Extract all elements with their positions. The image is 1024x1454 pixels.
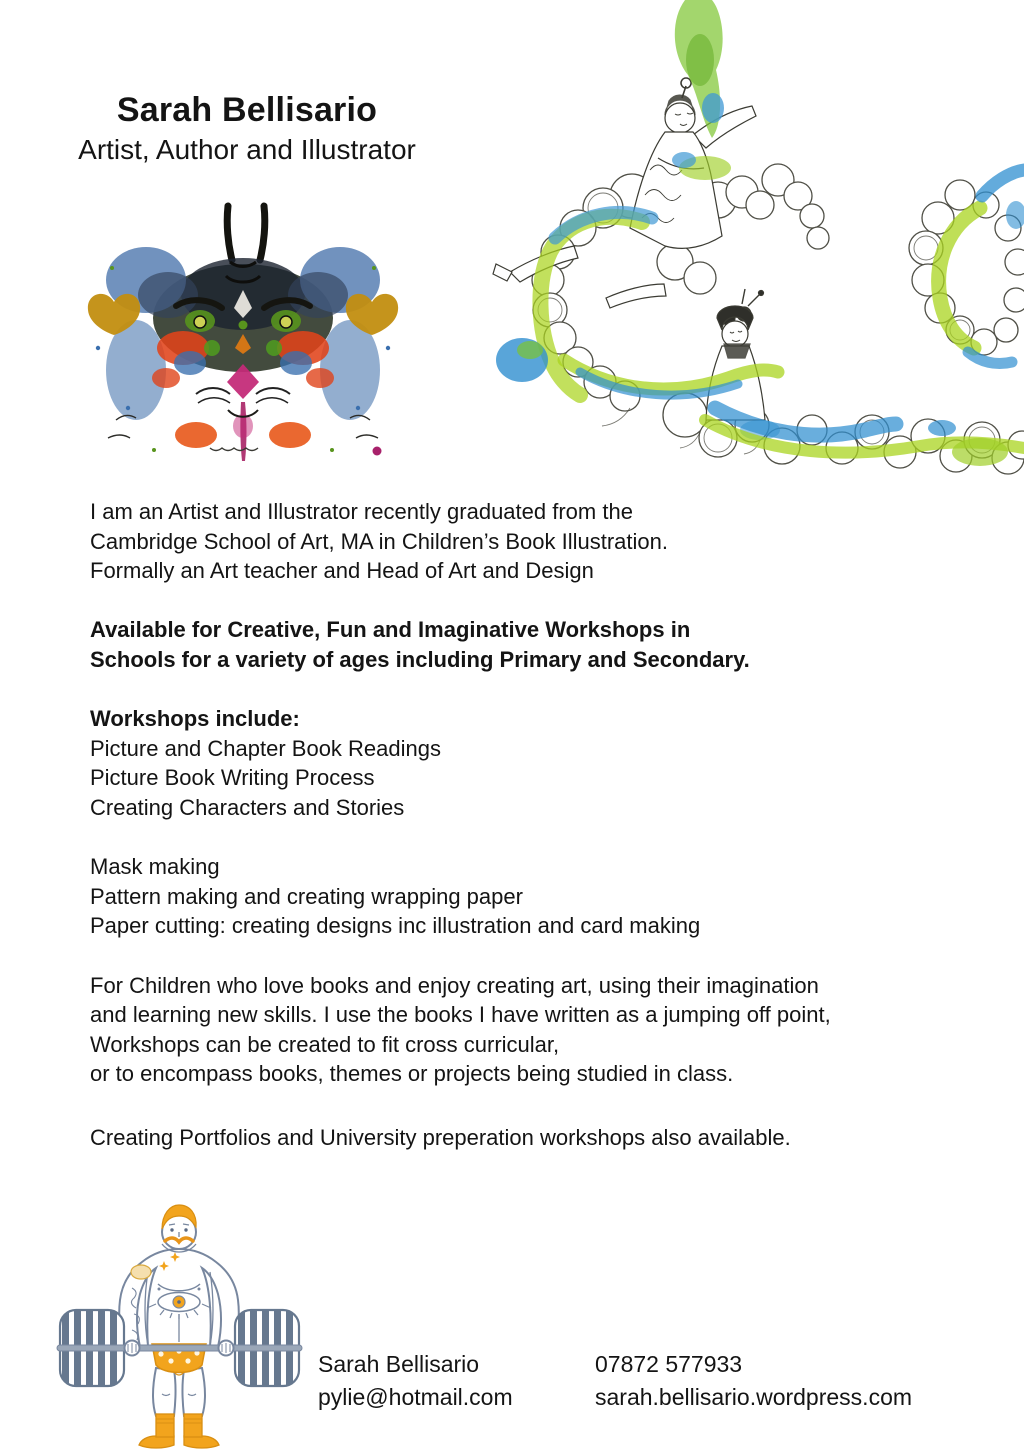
page-subtitle: Artist, Author and Illustrator [78,134,416,166]
text-line: Picture and Chapter Book Readings [90,735,441,761]
text-line: Picture Book Writing Process [90,765,375,791]
workshops-heading: Workshops include: [90,706,300,732]
portfolio-paragraph [90,1123,1000,1153]
text-line: Creating Characters and Stories [90,794,405,820]
text-line: Formally an Art teacher and Head of Art and Design [90,558,594,584]
contact-phone: 07872 577933 [595,1351,743,1377]
text-line: Schools for a variety of ages including Primary and Secondary. [90,646,750,672]
footer-contact-left [318,1348,513,1414]
text-line: I am an Artist and Illustrator recently graduated from the [90,499,633,524]
tiger-watercolor-icon [78,198,408,483]
contact-website: sarah.bellisario.wordpress.com [595,1384,913,1410]
text-line: Mask making [90,854,220,880]
workshops-list-2 [90,852,1000,941]
contact-email: pylie@hotmail.com [318,1384,513,1410]
cloud-figures-icon [460,0,1024,492]
text-line: For Children who love books and enjoy creating art, using their imagination [90,972,819,998]
cloud-figures-illustration [460,0,1024,492]
intro-paragraph [90,497,1000,586]
tiger-illustration [78,198,408,483]
text-line: and learning new skills. I use the books I have written as a jumping off point, [90,1002,831,1028]
contact-name: Sarah Bellisario [318,1351,480,1377]
text-line: Cambridge School of Art, MA in Children’s Book Illustration. [90,528,668,554]
workshops-list-1 [90,704,1000,822]
text-line: Available for Creative, Fun and Imaginative Workshops in [90,617,691,643]
strongman-icon [52,1192,307,1454]
text-line: or to encompass books, themes or projects being studied in class. [90,1061,734,1087]
text-line: Workshops can be created to fit cross curricular, [90,1031,560,1057]
body-text [90,497,1000,1152]
text-line: Pattern making and creating wrapping paper [90,883,523,909]
page-title: Sarah Bellisario [116,91,378,129]
availability-paragraph [90,615,1000,674]
description-paragraph [90,971,1000,1089]
header [22,90,472,166]
strongman-illustration [52,1192,307,1454]
footer-contact-right [595,1348,912,1414]
text-line: Creating Portfolios and University preperation workshops also available. [90,1124,791,1150]
text-line: Paper cutting: creating designs inc illustration and card making [90,913,701,939]
